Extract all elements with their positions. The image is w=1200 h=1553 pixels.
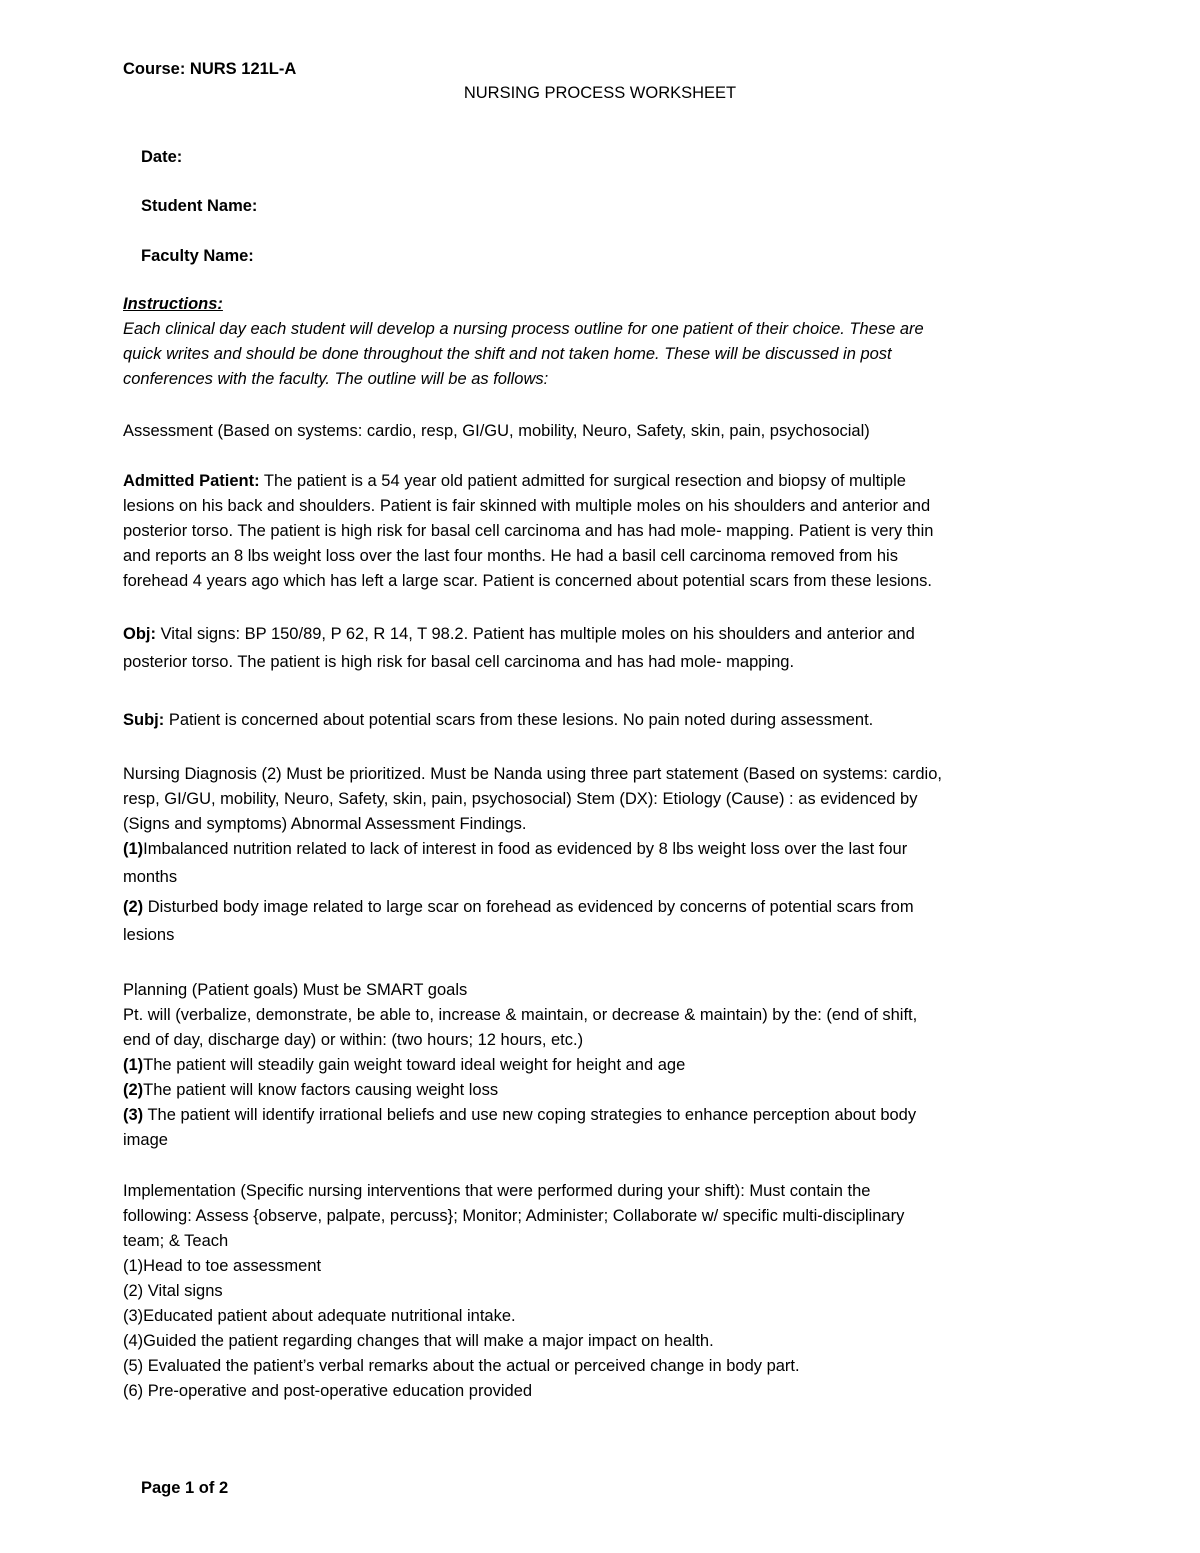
admitted-patient-line: and reports an 8 lbs weight loss over the last four months. He had a basil cell carcinoma removed from his (123, 547, 898, 565)
diagnosis-item-text: months (123, 868, 178, 886)
implementation-item: (3)Educated patient about adequate nutritional intake. (123, 1307, 516, 1325)
implementation-item: (4)Guided the patient regarding changes that will make a major impact on health. (123, 1332, 714, 1350)
subjective-label: Subj: (123, 711, 165, 729)
admitted-patient-label: Admitted Patient: (123, 472, 260, 490)
subjective-text: Patient is concerned about potential scars from these lesions. No pain noted during assessment. (164, 711, 874, 729)
diagnosis-item-text: Disturbed body image related to large scar on forehead as evidenced by concerns of potential scars from (143, 898, 914, 916)
implementation-section (123, 1179, 1083, 1404)
document-title: NURSING PROCESS WORKSHEET (463, 84, 737, 102)
instructions-line: quick writes and should be done throughout the shift and not taken home. These will be discussed in post (123, 345, 892, 363)
implementation-item: (5) Evaluated the patient’s verbal remarks about the actual or perceived change in body part. (123, 1357, 800, 1375)
instructions-heading: Instructions: (123, 295, 223, 313)
planning-line: end of day, discharge day) or within: (two hours; 12 hours, etc.) (123, 1031, 584, 1049)
diagnosis-line: resp, GI/GU, mobility, Neuro, Safety, skin, pain, psychosocial) Stem (DX): Etiology (Cause) : as evidenced by (123, 790, 918, 808)
assessment-heading: Assessment (Based on systems: cardio, resp, GI/GU, mobility, Neuro, Safety, skin, pain, psychosocial) (123, 422, 870, 440)
implementation-item: (6) Pre-operative and post-operative education provided (123, 1382, 533, 1400)
objective-section (123, 622, 1083, 675)
planning-line: Planning (Patient goals) Must be SMART goals (123, 981, 468, 999)
instructions-line: conferences with the faculty. The outline will be as follows: (123, 370, 549, 388)
implementation-item: (2) Vital signs (123, 1282, 223, 1300)
faculty-name-label: Faculty Name: (141, 247, 254, 265)
course-label: Course: NURS 121L-A (123, 60, 297, 78)
goal-text: The patient will steadily gain weight toward ideal weight for height and age (143, 1056, 686, 1074)
goal-text: image (123, 1131, 168, 1149)
goal-text: The patient will identify irrational beliefs and use new coping strategies to enhance perception about body (143, 1106, 917, 1124)
planning-line: Pt. will (verbalize, demonstrate, be able to, increase & maintain, or decrease & maintain) by the: (end of shift, (123, 1006, 918, 1024)
subjective-section (123, 708, 1083, 733)
admitted-patient-line: posterior torso. The patient is high risk for basal cell carcinoma and has had mole- mapping. Patient is very thin (123, 522, 934, 540)
goal-number: (2) (123, 1081, 144, 1099)
implementation-line: following: Assess {observe, palpate, percuss}; Monitor; Administer; Collaborate w/ specific multi-disciplinary (123, 1207, 905, 1225)
diagnosis-line: (Signs and symptoms) Abnormal Assessment Findings. (123, 815, 527, 833)
admitted-patient-line: forehead 4 years ago which has left a large scar. Patient is concerned about potential scars from these lesions. (123, 572, 932, 590)
diagnosis-item-text: Imbalanced nutrition related to lack of interest in food as evidenced by 8 lbs weight loss over the last four (143, 840, 908, 858)
goal-number: (1) (123, 1056, 144, 1074)
admitted-patient-section (123, 469, 1083, 594)
nursing-diagnosis-section (123, 762, 1083, 948)
implementation-line: team; & Teach (123, 1232, 229, 1250)
page-number: Page 1 of 2 (141, 1479, 229, 1497)
goal-text: The patient will know factors causing weight loss (143, 1081, 499, 1099)
diagnosis-line: Nursing Diagnosis (2) Must be prioritized. Must be Nanda using three part statement (Based on systems: cardio, (123, 765, 942, 783)
implementation-line: Implementation (Specific nursing interventions that were performed during your shift): Must contain the (123, 1182, 871, 1200)
instructions-line: Each clinical day each student will develop a nursing process outline for one patient of their choice. These are (123, 320, 924, 338)
instructions-section (123, 292, 1083, 392)
diagnosis-item-text: lesions (123, 926, 175, 944)
planning-section (123, 978, 1083, 1153)
objective-label: Obj: (123, 625, 156, 643)
goal-number: (3) (123, 1106, 144, 1124)
student-name-label: Student Name: (141, 197, 258, 215)
diagnosis-item-number: (1) (123, 840, 144, 858)
admitted-patient-line: lesions on his back and shoulders. Patient is fair skinned with multiple moles on his shoulders and anterior and (123, 497, 931, 515)
admitted-patient-text: The patient is a 54 year old patient admitted for surgical resection and biopsy of multiple (259, 472, 906, 490)
diagnosis-item-number: (2) (123, 898, 144, 916)
objective-line: posterior torso. The patient is high risk for basal cell carcinoma and has had mole- mapping. (123, 653, 795, 671)
date-label: Date: (141, 148, 183, 166)
objective-text: Vital signs: BP 150/89, P 62, R 14, T 98.2. Patient has multiple moles on his shoulders and anterior and (156, 625, 915, 643)
implementation-item: (1)Head to toe assessment (123, 1257, 322, 1275)
